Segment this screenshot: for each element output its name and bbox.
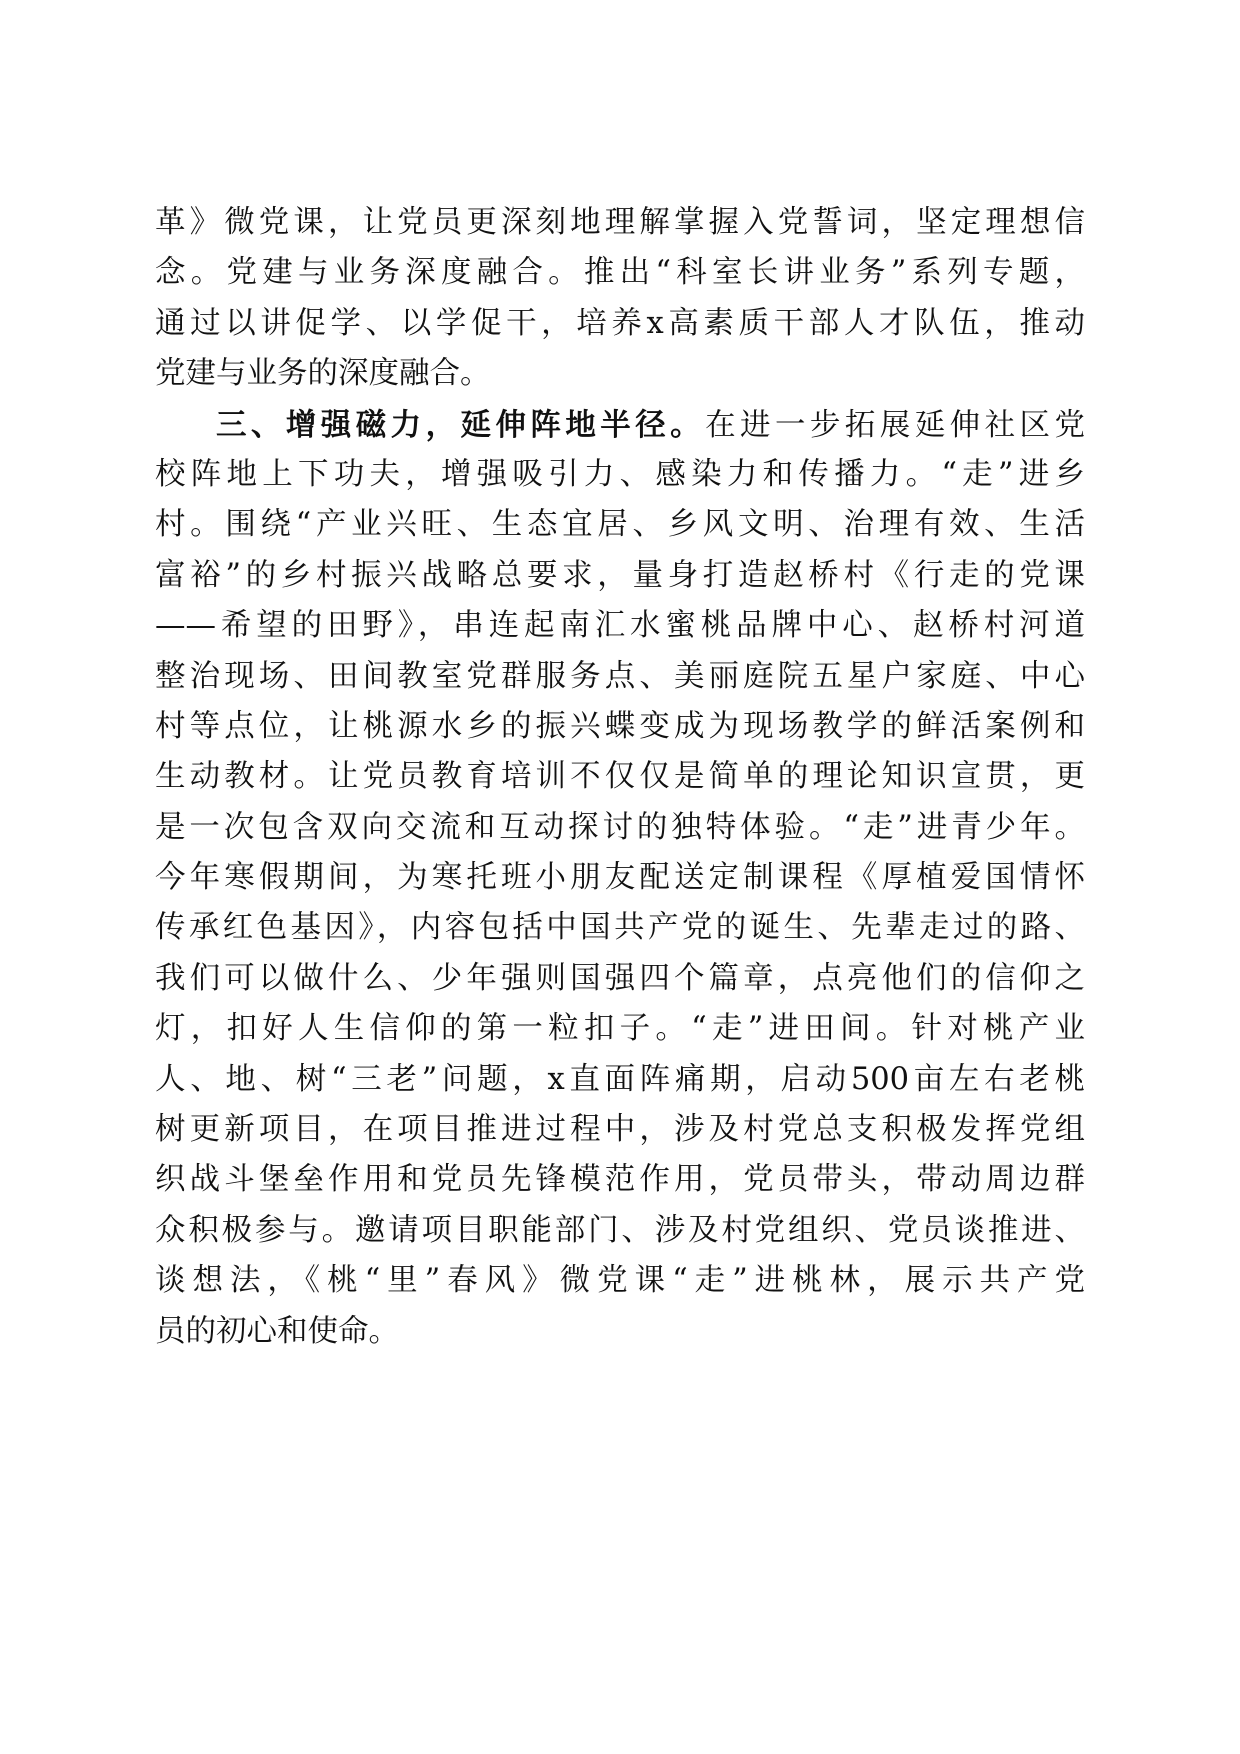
body-text: [155, 198, 1085, 1357]
text-line: 村。围绕“产业兴旺、生态宜居、乡风文明、治理有效、生活: [155, 507, 1085, 543]
text-line: 传承红色基因》，内容包括中国共产党的诞生、先辈走过的路、: [155, 910, 1085, 946]
text-line: 整治现场、田间教室党群服务点、美丽庭院五星户家庭、中心: [155, 658, 1085, 694]
text-line: 党建与业务的深度融合。: [155, 356, 491, 392]
text-line: 通过以讲促学、以学促干，培养x高素质干部人才队伍，推动: [155, 305, 1085, 341]
section-3-paragraph: [155, 400, 1085, 1357]
text-line: ——希望的田野》，串连起南汇水蜜桃品牌中心、赵桥村河道: [155, 608, 1085, 644]
text-line: 众积极参与。邀请项目职能部门、涉及村党组织、党员谈推进、: [155, 1212, 1085, 1248]
text-line: 校阵地上下功夫，增强吸引力、感染力和传播力。“走”进乡: [155, 456, 1085, 492]
text-line: 生动教材。让党员教育培训不仅仅是简单的理论知识宣贯，更: [155, 759, 1085, 795]
paragraph-party-lessons: [155, 198, 1085, 400]
text-line: 富裕”的乡村振兴战略总要求，量身打造赵桥村《行走的党课: [155, 557, 1085, 593]
text-line: 村等点位，让桃源水乡的振兴蝶变成为现场教学的鲜活案例和: [155, 708, 1085, 744]
text-line: 员的初心和使命。: [155, 1313, 399, 1349]
text-line: 我们可以做什么、少年强则国强四个篇章，点亮他们的信仰之: [155, 960, 1085, 996]
text-line: 革》微党课，让党员更深刻地理解掌握入党誓词，坚定理想信: [155, 205, 1085, 240]
text-line: 念。党建与业务深度融合。推出“科室长讲业务”系列专题，: [155, 255, 1085, 291]
section-3-first-line: [155, 400, 1085, 450]
text-line: 人、地、树“三老”问题，x直面阵痛期，启动500亩左右老桃: [155, 1061, 1085, 1097]
text-line: 织战斗堡垒作用和党员先锋模范作用，党员带头，带动周边群: [155, 1162, 1085, 1198]
text-line: 谈想法，《桃“里”春风》微党课“走”进桃林，展示共产党: [155, 1263, 1085, 1299]
section-3-first-line-text: 在进一步拓展延伸社区党: [705, 407, 1085, 443]
text-line: 今年寒假期间，为寒托班小朋友配送定制课程《厚植爱国情怀: [155, 860, 1085, 896]
section-3-heading: 三、增强磁力，延伸阵地半径。: [216, 406, 706, 443]
text-line: 灯，扣好人生信仰的第一粒扣子。“走”进田间。针对桃产业: [155, 1011, 1085, 1047]
text-line: 是一次包含双向交流和互动探讨的独特体验。“走”进青少年。: [155, 809, 1085, 845]
text-line: 树更新项目，在项目推进过程中，涉及村党总支积极发挥党组: [155, 1112, 1085, 1148]
